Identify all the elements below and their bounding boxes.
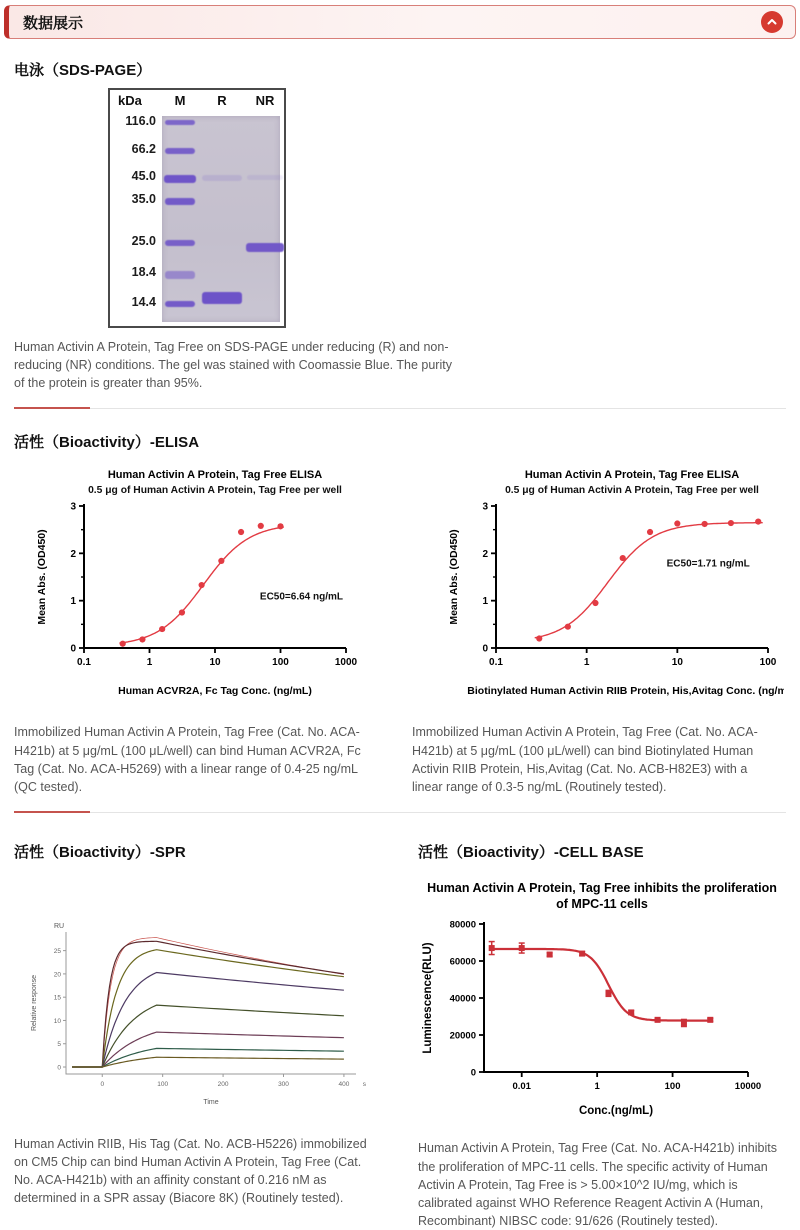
svg-text:400: 400: [338, 1080, 350, 1088]
heading-bioactivity-spr: 活性（Bioactivity）-SPR: [14, 843, 186, 861]
svg-text:0: 0: [482, 643, 488, 655]
svg-text:5: 5: [57, 1041, 61, 1049]
svg-text:Relative response: Relative response: [31, 974, 38, 1031]
heading-bioactivity-elisa: 活性（Bioactivity）-ELISA: [14, 434, 200, 452]
svg-text:0.5 μg of Human Activin A Prot: 0.5 μg of Human Activin A Protein, Tag Free per well: [88, 485, 342, 497]
svg-text:100: 100: [157, 1080, 169, 1088]
svg-text:20: 20: [53, 971, 61, 979]
svg-text:3: 3: [70, 501, 76, 513]
elisa-caption-right: Immobilized Human Activin A Protein, Tag Free (Cat. No. ACA-H421b) at 5 μg/mL (100 μL/well) can bind Biotinylated Human Activin RIIB Protein, His,Avitag (Cat. No. ACB-H82E3) with a linear range of 0.3-5 ng/mL (Routinely tested).: [412, 725, 758, 794]
chevron-up-icon: [766, 16, 778, 28]
svg-text:100: 100: [759, 657, 777, 669]
svg-text:80000: 80000: [449, 919, 476, 931]
svg-text:10: 10: [209, 657, 221, 669]
svg-text:RU: RU: [54, 922, 65, 930]
cell-proliferation-chart: [418, 916, 782, 1122]
svg-text:1: 1: [70, 596, 76, 608]
svg-text:0.1: 0.1: [77, 657, 91, 669]
svg-text:10: 10: [53, 1017, 61, 1025]
sds-page-caption: Human Activin A Protein, Tag Free on SDS-PAGE under reducing (R) and non-reducing (NR) conditions. The gel was stained with Coomassie Blue. The purity of the protein is greater than 95%.: [14, 340, 452, 391]
svg-text:15: 15: [53, 994, 61, 1002]
heading-sds-page: 电泳（SDS-PAGE）: [14, 62, 152, 79]
svg-text:20000: 20000: [449, 1030, 476, 1042]
heading-bioactivity-cell-base: 活性（Bioactivity）-CELL BASE: [418, 843, 644, 861]
svg-text:s: s: [362, 1080, 366, 1088]
svg-text:2: 2: [70, 549, 76, 561]
svg-text:0.01: 0.01: [512, 1081, 531, 1093]
svg-text:60000: 60000: [449, 956, 476, 968]
svg-text:40000: 40000: [449, 993, 476, 1005]
svg-text:Mean Abs. (OD450): Mean Abs. (OD450): [448, 529, 460, 626]
svg-text:Luminescence(RLU): Luminescence(RLU): [422, 942, 434, 1054]
svg-text:1: 1: [482, 596, 488, 608]
cell-caption: Human Activin A Protein, Tag Free (Cat. No. ACA-H421b) inhibits the proliferation of MPC-11 cells. The specific activity of Human Activin A Protein, Tag Free is > 5.00×10^2 IU/mg, which is calibrated against WHO Reference Reagent Activin A (Human, Recombinant) NIBSC code: 91/626 (Routinely tested).: [418, 1141, 777, 1228]
svg-text:Mean Abs. (OD450): Mean Abs. (OD450): [36, 529, 48, 626]
svg-text:Human Activin A Protein, Tag F: Human Activin A Protein, Tag Free ELISA: [524, 469, 740, 482]
svg-text:Conc.(ng/mL): Conc.(ng/mL): [578, 1105, 654, 1118]
elisa-caption-left: Immobilized Human Activin A Protein, Tag Free (Cat. No. ACA-H421b) at 5 μg/mL (100 μL/well) can bind Human ACVR2A, Fc Tag (Cat. No. ACA-H5269) with a linear range of 0.4-25 ng/mL (QC tested).: [14, 725, 361, 794]
svg-text:10000: 10000: [734, 1081, 762, 1093]
svg-text:0: 0: [70, 643, 76, 655]
svg-text:100: 100: [664, 1081, 681, 1093]
spr-caption: Human Activin RIIB, His Tag (Cat. No. ACB-H5226) immobilized on CM5 Chip can bind Human Activin A Protein, Tag Free (Cat. No. ACA-H421b) with an affinity constant of 0.216 nM as determined in a SPR assay (Biacore 8K) (Routinely tested).: [14, 1136, 367, 1206]
section-divider: [14, 408, 786, 409]
svg-text:1: 1: [594, 1081, 600, 1093]
svg-text:0.1: 0.1: [489, 657, 503, 669]
svg-text:0: 0: [57, 1064, 61, 1072]
spr-sensorgram-chart: [20, 916, 372, 1110]
svg-text:0: 0: [100, 1080, 105, 1088]
svg-text:1000: 1000: [334, 657, 358, 669]
section-divider: [14, 812, 786, 813]
svg-text:0: 0: [470, 1067, 476, 1079]
elisa-chart-riib: [444, 466, 784, 702]
svg-text:Human Activin A Protein, Tag F: Human Activin A Protein, Tag Free ELISA: [107, 469, 323, 482]
cell-chart-title: Human Activin A Protein, Tag Free inhibits the proliferation of MPC-11 cells: [427, 880, 777, 912]
svg-text:EC50=1.71 ng/mL: EC50=1.71 ng/mL: [666, 558, 750, 570]
svg-text:3: 3: [482, 501, 488, 513]
page-title: 数据展示: [23, 14, 84, 32]
sds-page-gel-figure: kDa M R NR 116.0 66.2 45.0 35.0 25.0 18.4 14.4: [108, 88, 286, 328]
svg-text:100: 100: [272, 657, 289, 669]
svg-text:EC50=6.64 ng/mL: EC50=6.64 ng/mL: [259, 592, 344, 604]
svg-text:Biotinylated Human Activin RII: Biotinylated Human Activin RIIB Protein, His,Avitag Conc. (ng/mL): [467, 685, 784, 698]
elisa-chart-acvr2a: [32, 466, 362, 702]
collapse-section-button[interactable]: [761, 11, 783, 33]
section-header-bar: [4, 5, 796, 39]
svg-text:1: 1: [146, 657, 153, 669]
svg-text:200: 200: [217, 1080, 229, 1088]
svg-text:Time: Time: [203, 1098, 219, 1106]
svg-text:0.5 μg of Human Activin A Prot: 0.5 μg of Human Activin A Protein, Tag Free per well: [505, 485, 759, 497]
svg-text:300: 300: [278, 1080, 289, 1088]
gel-kda-header: kDa: [118, 93, 142, 108]
svg-text:10: 10: [671, 657, 683, 669]
svg-text:25: 25: [53, 947, 61, 955]
svg-text:2: 2: [482, 549, 488, 561]
svg-text:1: 1: [583, 657, 590, 669]
svg-text:Human ACVR2A, Fc Tag Conc. (ng: Human ACVR2A, Fc Tag Conc. (ng/mL): [118, 685, 312, 698]
